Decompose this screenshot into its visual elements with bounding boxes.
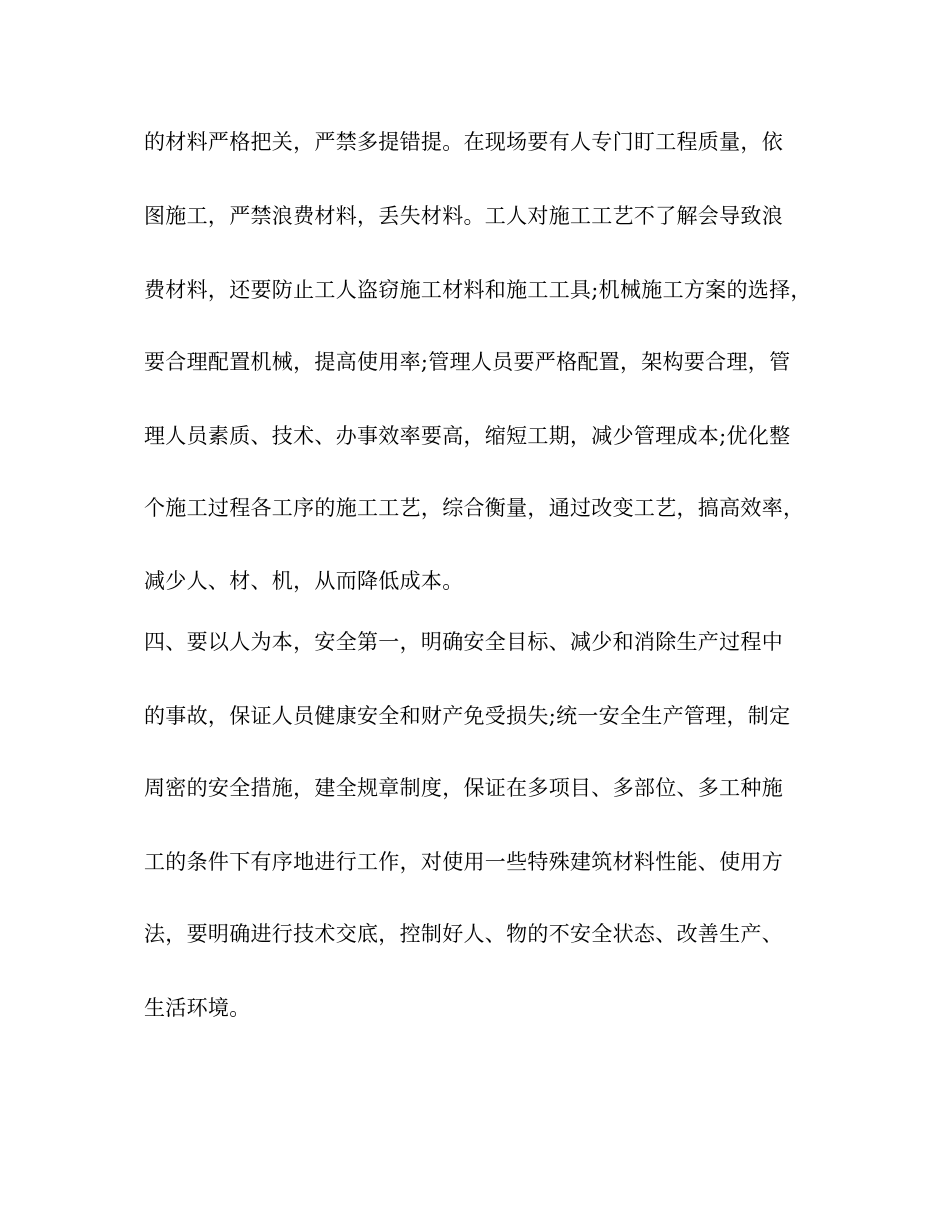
- text-line: 生活环境。: [144, 996, 251, 1020]
- text-line: 要合理配置机械，提高使用率;管理人员要严格配置，架构要合理，管: [144, 350, 791, 374]
- text-line: 减少人、材、机，从而降低成本。: [144, 569, 464, 593]
- text-line: 理人员素质、技术、办事效率要高，缩短工期，减少管理成本;优化整: [144, 424, 791, 448]
- text-line: 个施工过程各工序的施工工艺，综合衡量，通过改变工艺，搞高效率，: [144, 496, 805, 520]
- text-line: 的材料严格把关，严禁多提错提。在现场要有人专门盯工程质量，依: [144, 130, 783, 154]
- text-line: 的事故，保证人员健康安全和财产免受损失;统一安全生产管理，制定: [144, 704, 791, 728]
- text-line: 工的条件下有序地进行工作，对使用一些特殊建筑材料性能、使用方: [144, 850, 783, 874]
- text-line: 图施工，严禁浪费材料，丢失材料。工人对施工工艺不了解会导致浪: [144, 204, 783, 228]
- text-line: 费材料，还要防止工人盗窃施工材料和施工工具;机械施工方案的选择，: [144, 278, 812, 302]
- text-line: 法，要明确进行技术交底，控制好人、物的不安全状态、改善生产、: [144, 922, 783, 946]
- text-line: 周密的安全措施，建全规章制度，保证在多项目、多部位、多工种施: [144, 776, 783, 800]
- text-line: 四、要以人为本，安全第一，明确安全目标、减少和消除生产过程中: [144, 630, 783, 654]
